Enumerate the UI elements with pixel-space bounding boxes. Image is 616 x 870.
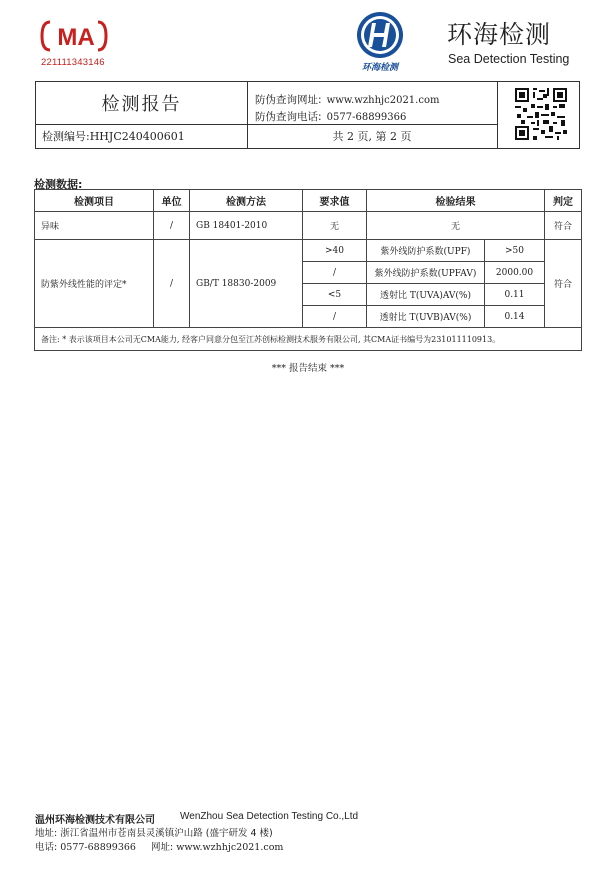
anti-counterfeit-phone-row xyxy=(255,105,406,124)
cell-requirement: 无 xyxy=(303,212,367,240)
cell-parameter: 紫外线防护系数(UPFAV) xyxy=(367,262,485,284)
footer-contact-row xyxy=(35,839,283,853)
footer-company-en: WenZhou Sea Detection Testing Co.,Ltd xyxy=(180,811,359,822)
anti-counterfeit-url[interactable]: www.wzhhjc2021.com xyxy=(326,95,440,106)
cell-parameter: 透射比 T(UVA)AV(%) xyxy=(367,284,485,306)
footer-phone: 0577-68899366 xyxy=(60,842,136,853)
table-header-row xyxy=(35,190,582,212)
company-name-en: Sea Detection Testing xyxy=(448,52,570,66)
header-requirement: 要求值 xyxy=(303,190,367,212)
footer-address-row xyxy=(35,825,273,839)
report-number: HHJC240400601 xyxy=(89,130,185,143)
report-end-marker: *** 报告结束 *** xyxy=(271,363,345,374)
cell-parameter: 紫外线防护系数(UPF) xyxy=(367,240,485,262)
table-note: 备注: * 表示该项目本公司无CMA能力, 经客户同意分包至江苏创标检测技术服务有限公司, 其CMA证书编号为231011110913。 xyxy=(35,328,582,351)
footer-address-label: 地址: xyxy=(35,828,58,839)
cell-item: 防紫外线性能的评定* xyxy=(35,240,154,328)
report-title: 检测报告 xyxy=(101,94,182,115)
cell-method: GB 18401-2010 xyxy=(190,212,303,240)
cell-method: GB/T 18830-2009 xyxy=(190,240,303,328)
cell-value: 0.11 xyxy=(485,284,545,306)
cell-verdict: 符合 xyxy=(545,240,582,328)
cma-logo xyxy=(40,18,108,54)
table-row xyxy=(35,240,582,262)
cell-item: 异味 xyxy=(35,212,154,240)
cell-result: 无 xyxy=(367,212,545,240)
footer-company-cn: 温州环海检测技术有限公司 xyxy=(35,815,155,826)
header-method: 检测方法 xyxy=(190,190,303,212)
page-info: 共 2 页, 第 2 页 xyxy=(332,130,412,143)
cell-requirement: >40 xyxy=(303,240,367,262)
table-row xyxy=(35,212,582,240)
anti-counterfeit-phone: 0577-68899366 xyxy=(326,112,407,123)
cma-certificate-number: 221111343146 xyxy=(41,57,105,68)
anti-counterfeit-phone-label: 防伪查询电话: xyxy=(255,111,322,123)
footer-address: 浙江省温州市苍南县灵溪镇沪山路 (盛宇研发 4 楼) xyxy=(60,828,273,839)
cell-parameter: 透射比 T(UVB)AV(%) xyxy=(367,306,485,328)
test-data-table xyxy=(34,189,582,351)
section-heading: 检测数据: xyxy=(34,178,83,191)
brand-logo-caption: 环海检测 xyxy=(361,63,398,73)
footer-web[interactable]: www.wzhhjc2021.com xyxy=(176,842,284,853)
cell-unit: / xyxy=(154,212,190,240)
report-number-label: 检测编号: xyxy=(42,130,90,143)
cell-value: >50 xyxy=(485,240,545,262)
cell-requirement: / xyxy=(303,262,367,284)
footer-web-label: 网址: xyxy=(151,842,174,853)
cell-requirement: / xyxy=(303,306,367,328)
cell-value: 2000.00 xyxy=(485,262,545,284)
cell-requirement: <5 xyxy=(303,284,367,306)
cma-logo-text: MA xyxy=(57,24,95,51)
report-number-row xyxy=(42,128,185,144)
header-verdict: 判定 xyxy=(545,190,582,212)
brand-logo xyxy=(355,10,405,60)
company-name-cn: 环海检测 xyxy=(447,20,552,49)
footer-phone-label: 电话: xyxy=(35,842,58,853)
cell-unit: / xyxy=(154,240,190,328)
report-header-box xyxy=(35,81,580,149)
anti-counterfeit-url-label: 防伪查询网址: xyxy=(255,94,322,106)
cell-verdict: 符合 xyxy=(545,212,582,240)
table-note-row xyxy=(35,328,582,351)
qr-code-icon[interactable] xyxy=(515,88,567,140)
header-result: 检验结果 xyxy=(367,190,545,212)
cell-value: 0.14 xyxy=(485,306,545,328)
header-unit: 单位 xyxy=(154,190,190,212)
header-test-item: 检测项目 xyxy=(35,190,154,212)
